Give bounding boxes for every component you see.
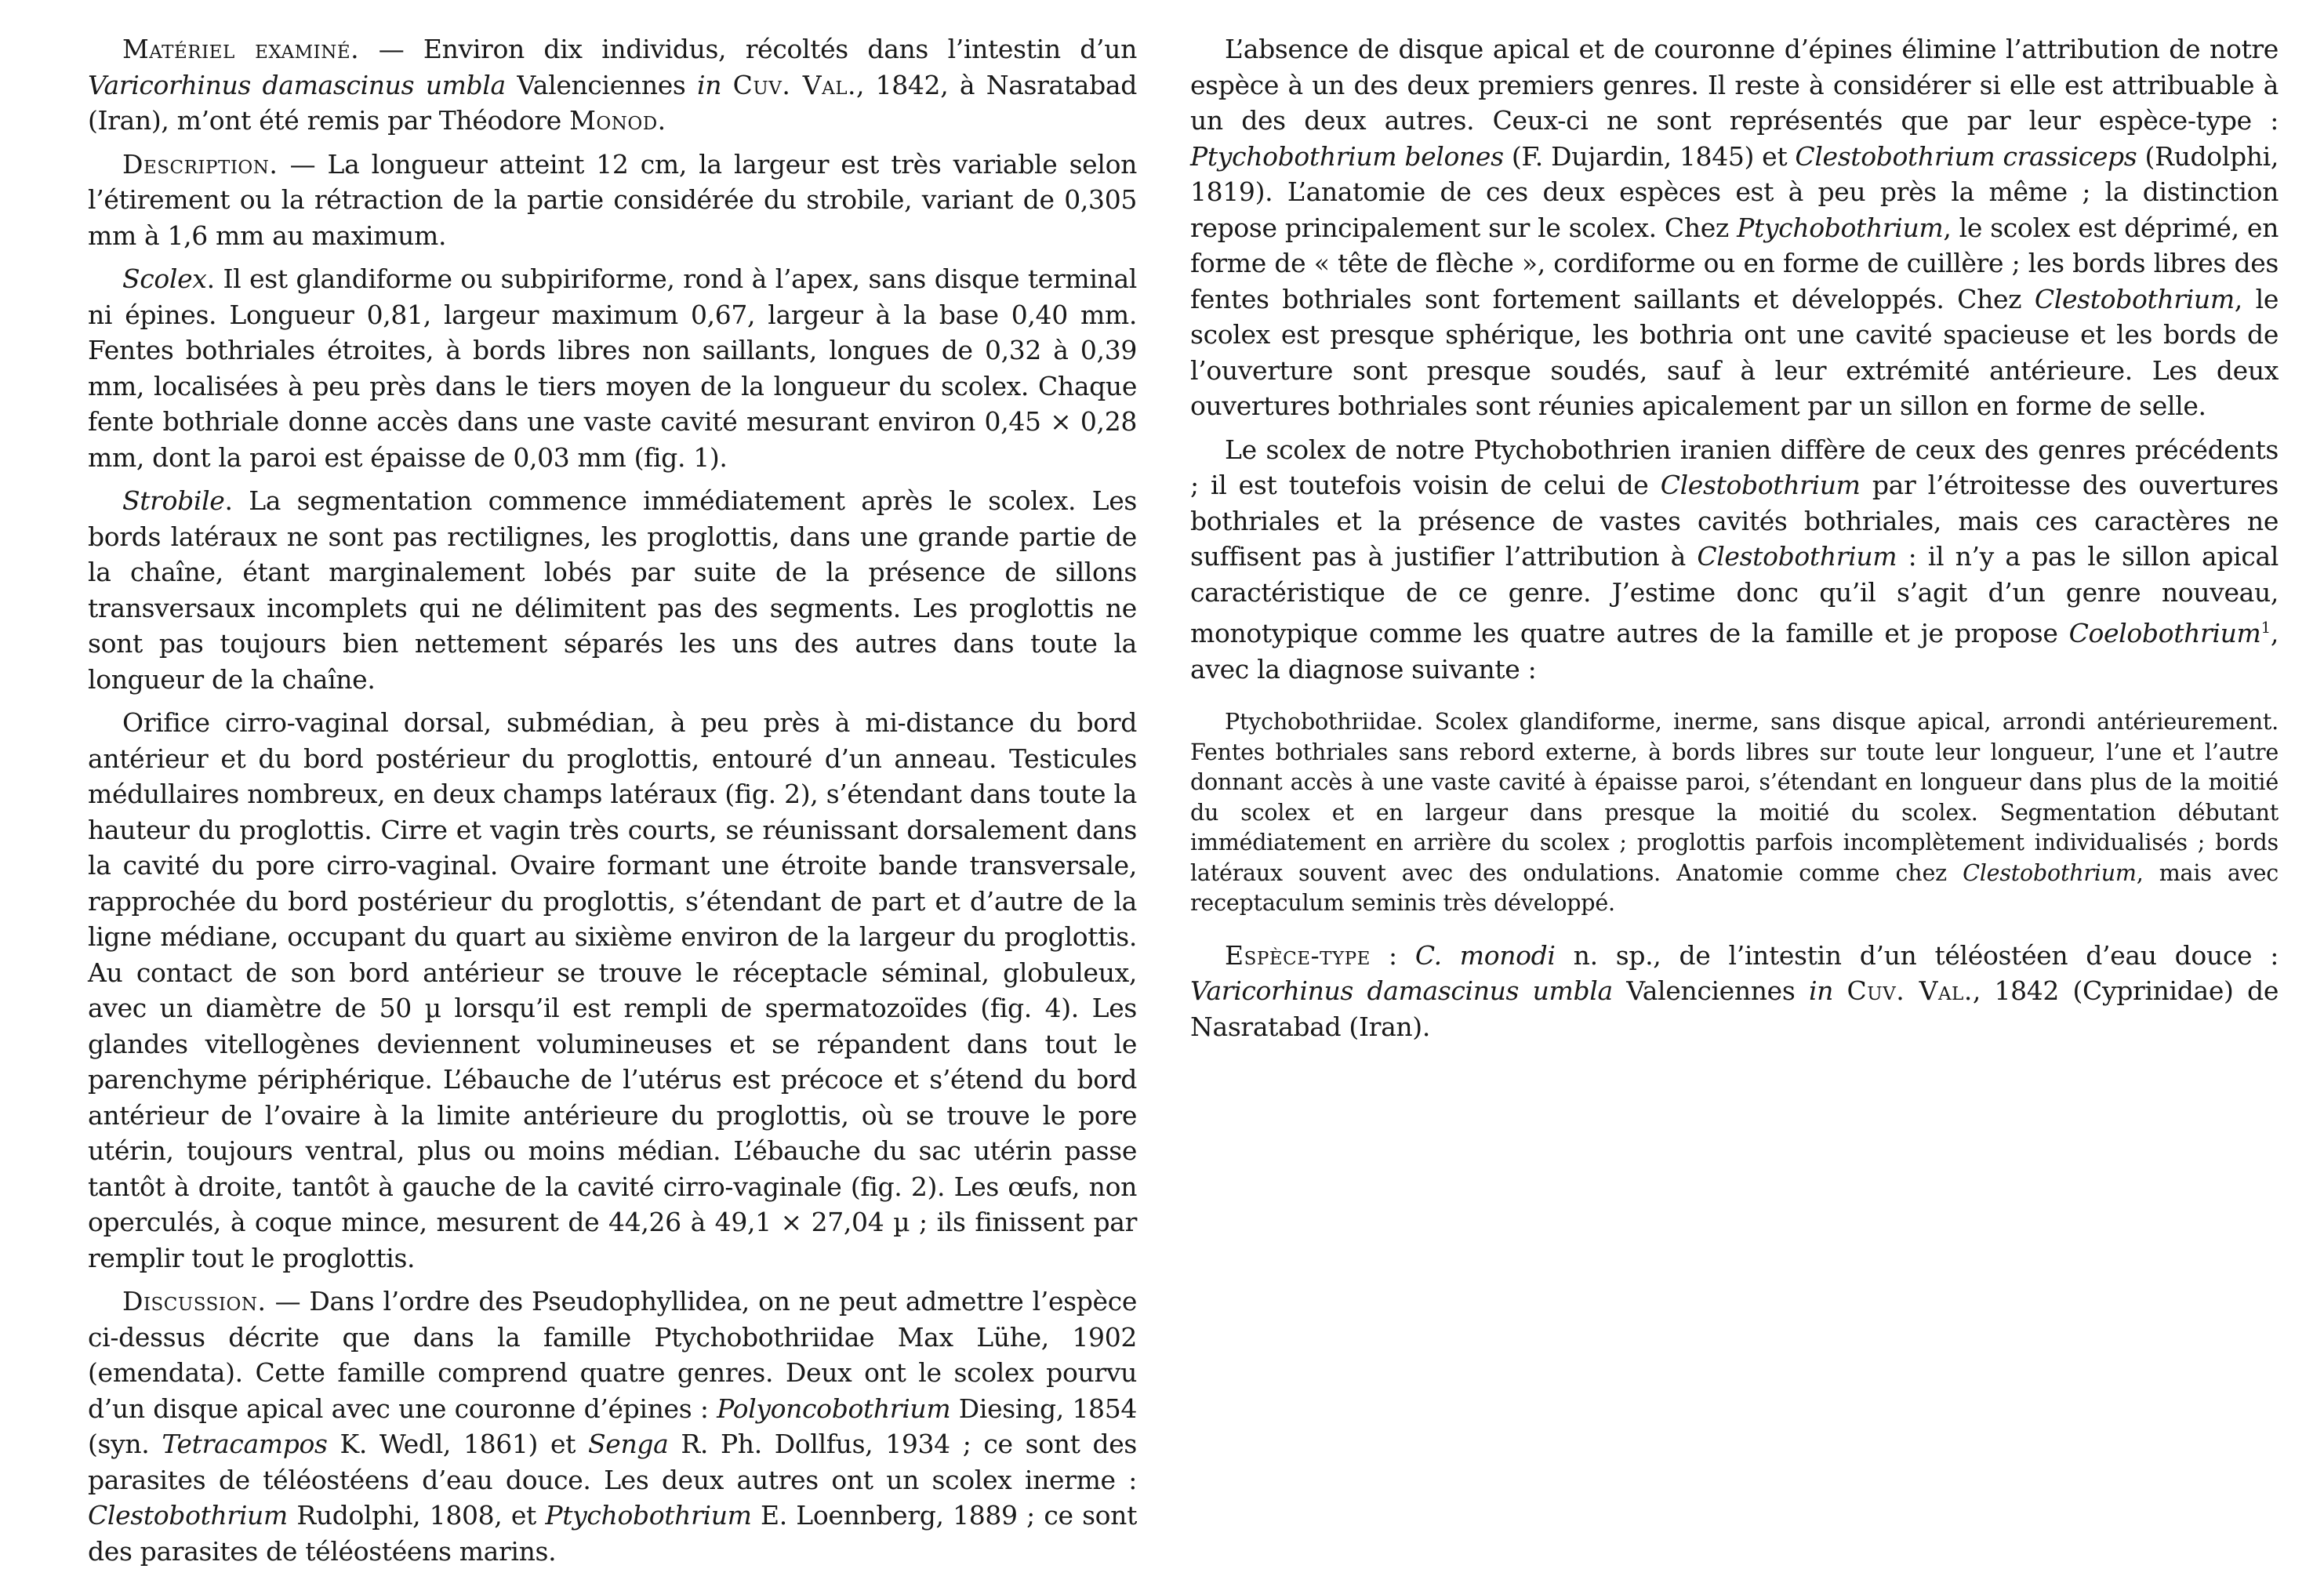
text: (F. Dujardin, 1845) et xyxy=(1503,140,1796,172)
dash: — xyxy=(278,148,328,180)
genus-name: Clestobothrium xyxy=(1697,541,1897,572)
text: , le scolex est déprimé, en forme de « tête de flèche », cordiforme ou en forme de cuillère ; les bords libres des fentes bothriales sont fortement saillants et développés. Chez xyxy=(1190,212,2279,314)
genus-name: Ptychobothrium xyxy=(1737,212,1944,243)
text: , 1842 (Cyprinidae) de Nasratabad (Iran). xyxy=(1190,975,2279,1042)
text: . Il est glandiforme ou subpiriforme, rond à l’apex, sans disque terminal ni épines. Longueur 0,81, largeur maximum 0,67, largeur à la base 0,40 mm. Fentes bothriales étroites, à bords libres non saillants, longues de 0,32 à 0,39 mm, localisées à peu près dans le tiers moyen de la longueur du scolex. Chaque fente bothriale donne accès dans une vaste cavité mesurant environ 0,45 × 0,28 mm, dont la paroi est épaisse de 0,03 mm (fig. 1). xyxy=(88,263,1137,473)
paragraph-strobile xyxy=(88,483,1137,697)
text: , mais avec receptaculum seminis très développé. xyxy=(1190,859,2279,916)
text: : xyxy=(1370,939,1415,971)
text: Orifice cirro-vaginal dorsal, submédian, à peu près à mi-distance du bord antérieur et du bord postérieur du proglottis, entouré d’un anneau. Testicules médullaires nombreux, en deux champs latéraux (fig. 2), s’étendant dans toute la hauteur du proglottis. Cirre et vagin très courts, se réunissant dorsalement dans la cavité du pore cirro-vaginal. Ovaire formant une étroite bande transversale, rapprochée du bord postérieur du proglottis, s’étendant de part et d’autre de la ligne médiane, occupant du quart au sixième environ de la largeur du proglottis. Au contact de son bord antérieur se trouve le réceptacle séminal, globuleux, avec un diamètre de 50 µ lorsqu’il est rempli de spermatozoïdes (fig. 4). Les glandes vitellogènes deviennent volumineuses et se répandent dans tout le parenchyme périphérique. L’ébauche de l’utérus est précoce et s’étend du bord antérieur de l’ovaire à la limite antérieure du proglottis, où se trouve le pore utérin, toujours ventral, plus ou moins médian. L’ébauche du sac utérin passe tantôt à droite, tantôt à gauche de la cavité cirro-vaginale (fig. 2). Les œufs, non operculés, à coque mince, mesurent de 44,26 à 49,1 × 27,04 µ ; ils finissent par remplir tout le proglottis. xyxy=(88,707,1137,1273)
genus-name: Clestobothrium xyxy=(1660,470,1861,500)
text-in: in xyxy=(697,69,722,100)
text: . xyxy=(657,105,666,136)
paragraph-diagnosis xyxy=(1190,707,2279,919)
author-cuv-val: Cuv. Val. xyxy=(732,69,856,100)
genus-name: Polyoncobothrium xyxy=(717,1393,951,1424)
text: (Rudolphi, 1819). L’anatomie de ces deux espèces est à peu près la même ; la distinction repose principalement sur le scolex. Chez xyxy=(1190,140,2279,243)
host-species-name: Varicorhinus damascinus umbla xyxy=(88,69,506,100)
subheading-scolex: Scolex xyxy=(122,263,207,294)
species-name: Ptychobothrium belones xyxy=(1190,140,1504,172)
text xyxy=(721,70,733,100)
text: La longueur atteint 12 cm, la largeur est très variable selon l’étirement ou la rétraction de la partie considérée du strobile, variant de 0,305 mm à 1,6 mm au maximum. xyxy=(88,148,1137,251)
left-column xyxy=(88,31,1137,1577)
text xyxy=(1833,975,1847,1006)
text: n. sp., de l’intestin d’un téléostéen d’eau douce : xyxy=(1555,939,2279,971)
text: , le scolex est presque sphérique, les bothria ont une cavité spacieuse et les bords de l’ouverture sont presque soudés, sauf à leur extrémité antérieure. Les deux ouvertures bothriales sont réunies apicalement par un sillon en forme de selle. xyxy=(1190,283,2279,421)
genus-name: Ptychobothrium xyxy=(545,1500,752,1531)
genus-name: Clestobothrium xyxy=(88,1500,288,1531)
section-heading-discussion: Discussion. xyxy=(122,1286,267,1316)
text-in: in xyxy=(1808,975,1834,1006)
text: K. Wedl, 1861) et xyxy=(327,1429,589,1459)
text: Valenciennes xyxy=(505,69,698,100)
subheading-strobile: Strobile xyxy=(122,485,225,516)
text: R. Ph. Dollfus, 1934 ; ce sont des parasites de téléostéens d’eau douce. Les deux autres ont un scolex inerme : xyxy=(88,1429,1138,1495)
paragraph-type-species xyxy=(1190,938,2279,1045)
dash: — xyxy=(359,34,423,64)
genus-name: Tetracampos xyxy=(162,1429,328,1459)
text: Valenciennes xyxy=(1612,975,1809,1006)
paragraph-materiel-examine xyxy=(88,31,1137,139)
text: , avec la diagnose suivante : xyxy=(1190,618,2279,685)
text: Environ dix individus, récoltés dans l’intestin d’un xyxy=(423,34,1137,64)
collector-name: Monod xyxy=(569,105,658,136)
text: Ptychobothriidae. Scolex glandiforme, inerme, sans disque apical, arrondi antérieurement. Fentes bothriales sans rebord externe, à bords libres sur toute leur longueur, l’une et l’autre donnant accès à une vaste cavité à épaisse paroi, s’étendant en longueur dans plus de la moitié du scolex et en largeur dans presque la moitié du scolex. Segmentation débutant immédiatement en arrière du scolex ; proglottis parfois incomplètement individualisés ; bords latéraux souvent avec des ondulations. Anatomie comme chez xyxy=(1190,709,2279,886)
host-species-name: Varicorhinus damascinus umbla xyxy=(1190,975,1613,1006)
genus-name: Clestobothrium xyxy=(2034,283,2235,314)
text: : il n’y a pas le sillon apical caractéristique de ce genre. J’estime donc qu’il s’agit d’un genre nouveau, monotypique comme les quatre autres de la famille et je propose xyxy=(1190,541,2279,648)
text: L’absence de disque apical et de couronne d’épines élimine l’attribution de notre espèce à un des deux premiers genres. Il reste à considérer si elle est attribuable à un des deux autres. Ceux-ci ne sont représentés que par leur espèce-type : xyxy=(1190,34,2279,136)
paragraph-absence xyxy=(1190,31,2279,424)
diagnosis-block xyxy=(1190,707,2279,919)
text: , 1842, à Nasratabad (Iran), m’ont été remis par Théodore xyxy=(88,69,1137,136)
right-column xyxy=(1190,31,2279,1052)
section-heading-type-species: Espèce-type xyxy=(1225,939,1371,971)
species-name: Clestobothrium crassiceps xyxy=(1795,140,2137,172)
section-heading-description: Description. xyxy=(122,148,278,180)
footnote-marker[interactable]: 1 xyxy=(2260,618,2271,637)
text: par l’étroitesse des ouvertures bothriales et la présence de vastes cavités bothriales, mais ces caractères ne suffisent pas à justifier l’attribution à xyxy=(1190,470,2279,572)
genus-name: Senga xyxy=(588,1429,669,1459)
species-name: C. monodi xyxy=(1414,939,1556,971)
paragraph-discussion xyxy=(88,1284,1137,1569)
text: E. Loennberg, 1889 ; ce sont des parasites de téléostéens marins. xyxy=(88,1500,1137,1567)
text: Rudolphi, 1808, et xyxy=(287,1500,546,1531)
text: Le scolex de notre Ptychobothrien iranien diffère de ceux des genres précédents ; il est toutefois voisin de celui de xyxy=(1190,434,2279,500)
genus-name: Clestobothrium xyxy=(1963,859,2137,886)
section-heading-materiel: Matériel examiné. xyxy=(122,34,360,64)
paragraph-scolex-comparison xyxy=(1190,432,2279,688)
new-genus-name: Coelobothrium xyxy=(2068,618,2261,648)
text: Dans l’ordre des Pseudophyllidea, on ne peut admettre l’espèce ci-dessus décrite que dans la famille Ptychobothriidae Max Lühe, 1902 (emendata). Cette famille comprend quatre genres. Deux ont le scolex pourvu d’un disque apical avec une couronne d’épines : xyxy=(88,1286,1137,1424)
text: Diesing, 1854 (syn. xyxy=(88,1393,1137,1459)
author-cuv-val: Cuv. Val. xyxy=(1846,975,1973,1006)
paragraph-scolex xyxy=(88,261,1137,475)
dash: — xyxy=(266,1286,310,1316)
paragraph-orifice xyxy=(88,705,1137,1276)
text: . La segmentation commence immédiatement après le scolex. Les bords latéraux ne sont pas rectilignes, les proglottis, dans une grande partie de la chaîne, étant marginalement lobés par suite de la présence de sillons transversaux incomplets qui ne délimitent pas des segments. Les proglottis ne sont pas toujours bien nettement séparés les uns des autres dans toute la longueur de la chaîne. xyxy=(88,485,1137,695)
paragraph-description xyxy=(88,147,1137,254)
